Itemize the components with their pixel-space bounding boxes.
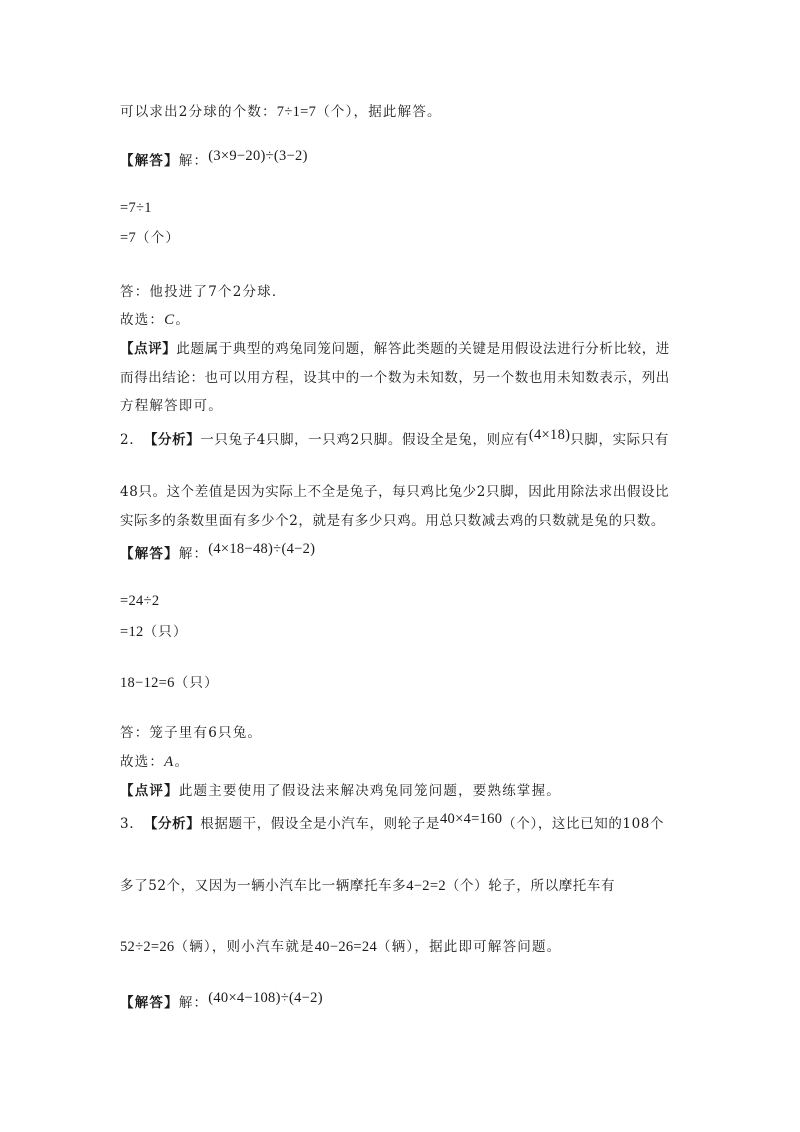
text: （个）轮子，所以摩托车有 (445, 878, 616, 894)
math-expression: 4−2=2 (406, 878, 446, 894)
question-number: 3. (120, 816, 135, 832)
text-line-9 (120, 397, 690, 415)
text-line-16 (120, 674, 690, 692)
math-expression: 40×4=160 (440, 811, 503, 827)
text: （只） (174, 675, 219, 691)
text: （个），这比已知的108个 (502, 816, 665, 832)
text: （辆），据此即可解答问题。 (377, 939, 562, 955)
text: 答：他投进了7个2分球． (120, 284, 287, 300)
text-line-23 (120, 990, 690, 1012)
text-line-13 (120, 541, 690, 563)
text-line-21 (120, 877, 690, 895)
answer-letter: C (164, 312, 176, 328)
text: 可以求出2分球的个数： (120, 104, 277, 120)
text: （辆），则小汽车就是 (174, 939, 315, 955)
text-line-1 (120, 103, 690, 121)
section-tag: 【点评】 (120, 783, 179, 799)
text: （个），据此解答。 (316, 104, 442, 120)
text: （个） (136, 230, 181, 246)
text: 方程解答即可。 (120, 398, 223, 414)
text-line-6 (120, 311, 690, 329)
text: 多了52个，又因为一辆小汽车比一辆摩托车多 (120, 878, 407, 894)
text-line-22 (120, 938, 690, 956)
text-line-4 (120, 229, 690, 247)
text-line-8 (120, 369, 690, 387)
section-tag: 【点评】 (120, 341, 177, 357)
text-line-11 (120, 483, 690, 501)
text: 解： (178, 153, 209, 169)
text: 解： (178, 995, 209, 1011)
section-tag: 【解答】 (120, 153, 179, 169)
text: 此题属于典型的鸡兔同笼问题，解答此类题的关键是用假设法进行分析比较，进 (176, 341, 670, 357)
math-expression: =24÷2 (120, 593, 160, 609)
math-expression: =7 (120, 230, 137, 246)
math-expression: (4×18−48)÷(4−2) (208, 541, 316, 557)
question-number: 2. (120, 432, 135, 448)
section-tag: 【分析】 (143, 816, 201, 832)
text-line-2 (120, 148, 690, 170)
section-tag: 【解答】 (120, 546, 179, 562)
text-line-12 (120, 512, 690, 530)
text-line-20 (120, 811, 690, 833)
text-line-18 (120, 753, 690, 771)
math-expression: (3×9−20)÷(3−2) (208, 148, 308, 164)
text-line-19 (120, 782, 690, 800)
text: 实际多的条数里面有多少个2，就是有多少只鸡。用总只数减去鸡的只数就是兔的只数。 (120, 513, 665, 529)
math-expression: 18−12=6 (120, 675, 175, 691)
math-expression: =12 (120, 624, 144, 640)
math-expression: (4×18) (528, 427, 571, 443)
text: 。 (175, 312, 191, 328)
text: 根据题干，假设全是小汽车，则轮子是 (200, 816, 440, 832)
text: 。 (174, 754, 190, 770)
text-line-14 (120, 592, 690, 610)
text-line-17 (120, 724, 690, 742)
text: 故选： (120, 754, 165, 770)
text: 答：笼子里有6只兔。 (120, 725, 263, 741)
text: 而得出结论：也可以用方程，设其中的一个数为未知数，另一个数也用未知数表示，列出 (120, 370, 670, 386)
section-tag: 【分析】 (143, 432, 201, 448)
section-tag: 【解答】 (120, 995, 179, 1011)
math-expression: =7÷1 (120, 200, 152, 216)
math-expression: (40×4−108)÷(4−2) (208, 990, 323, 1006)
text-line-7 (120, 340, 690, 358)
text: 一只兔子4只脚，一只鸡2只脚。假设全是兔，则应有 (200, 432, 529, 448)
answer-letter: A (164, 754, 175, 770)
text: 解： (178, 546, 209, 562)
math-expression: 40−26=24 (314, 939, 378, 955)
text: 48只。这个差值是因为实际上不全是兔子，每只鸡比兔少2只脚，因此用除法求出假设比 (120, 484, 670, 500)
text: 此题主要使用了假设法来解决鸡兔同笼问题，要熟练掌握。 (178, 783, 562, 799)
text-line-3 (120, 199, 690, 217)
text: 故选： (120, 312, 165, 328)
text-line-10 (120, 427, 690, 449)
math-expression: 52÷2=26 (120, 939, 175, 955)
text: （只） (143, 624, 188, 640)
text: 只脚，实际只有 (570, 432, 669, 448)
text-line-5 (120, 283, 690, 301)
math-expression: 7÷1=7 (276, 104, 317, 120)
text-line-15 (120, 623, 690, 641)
